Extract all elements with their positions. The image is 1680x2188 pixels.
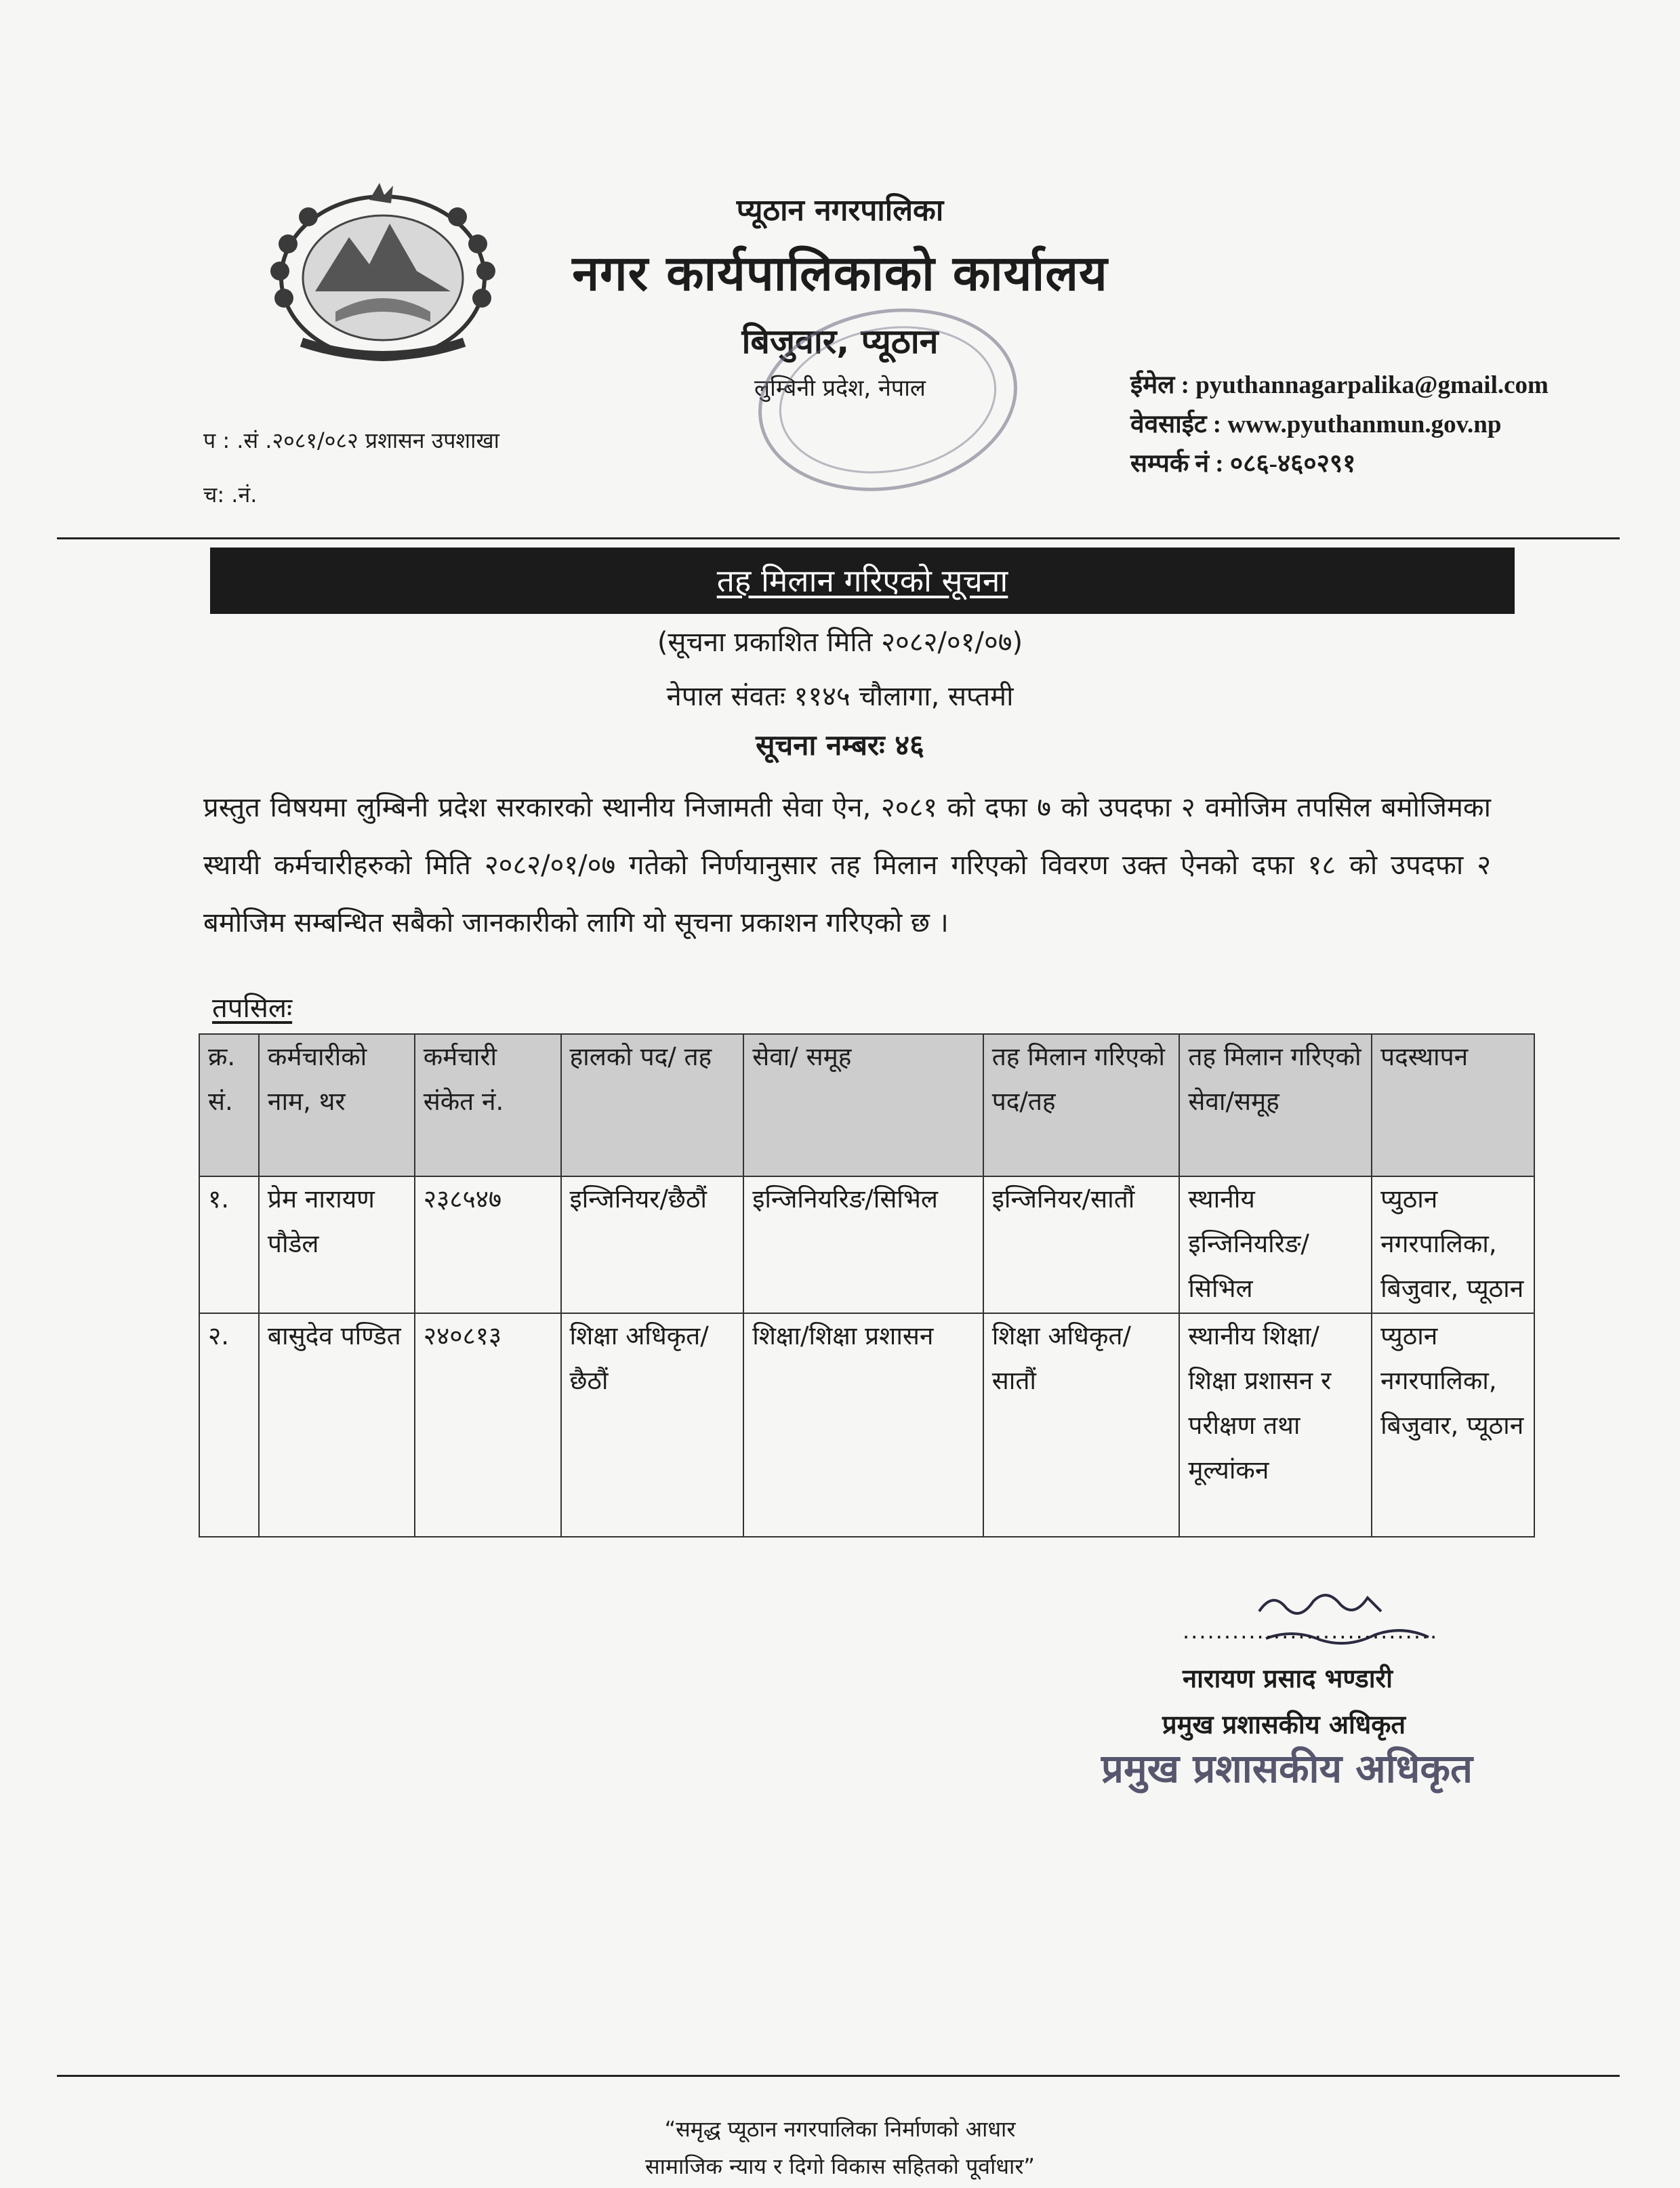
table-header-row — [199, 1034, 1534, 1176]
cell-employee-name: प्रेम नारायण पौडेल — [259, 1176, 415, 1313]
office-location: बिजुवार, प्यूठान — [741, 322, 939, 361]
cell-adjusted-service: स्थानीय शिक्षा/शिक्षा प्रशासन र परीक्षण तथा मूल्यांकन — [1179, 1313, 1372, 1537]
col-adjusted-service: तह मिलान गरिएको सेवा/समूह — [1179, 1034, 1372, 1176]
cell-employee-name: बासुदेव पण्डित — [259, 1313, 415, 1537]
signatory-designation: प्रमुख प्रशासकीय अधिकृत — [1162, 1710, 1406, 1739]
office-stamp-icon — [745, 298, 1030, 501]
cell-posting: प्युठान नगरपालिका, बिजुवार, प्यूठान — [1372, 1176, 1534, 1313]
signature-line: ............................... — [1183, 1618, 1439, 1644]
footer-slogan-line1: “समृद्ध प्यूठान नगरपालिका निर्माणको आधार — [664, 2116, 1016, 2142]
cell-employee-code: २३८५४७ — [415, 1176, 561, 1313]
notice-title-bar — [210, 548, 1515, 614]
letter-reference-number: प : .सं .२०८१/०८२ प्रशासन उपशाखा — [203, 428, 499, 453]
col-posting: पदस्थापन — [1372, 1034, 1534, 1176]
contact-email: ईमेल : pyuthannagarpalika@gmail.com — [1130, 371, 1549, 399]
col-employee-code: कर्मचारी संकेत नं. — [415, 1034, 561, 1176]
cell-serial: १. — [199, 1176, 259, 1313]
notice-body: प्रस्तुत विषयमा लुम्बिनी प्रदेश सरकारको स्थानीय निजामती सेवा ऐन, २०८१ को दफा ७ को उपदफा २ वमोजिम तपसिल बमोजिमका स्थायी कर्मचारीहरुको मिति २०८२/०१/०७ गतेको निर्णयानुसार तह मिलान गरिएको विवरण उक्त ऐनको दफा १८ को उपदफा २ बमोजिम सम्बन्धित सबैको जानकारीको लागि यो सूचना प्रकाशन गरिएको छ । — [203, 792, 1491, 938]
designation-stamp: प्रमुख प्रशासकीय अधिकृत — [1101, 1746, 1473, 1792]
cell-serial: २. — [199, 1313, 259, 1537]
col-current-post: हालको पद/ तह — [561, 1034, 744, 1176]
staff-adjustment-table — [199, 1033, 1535, 1537]
cell-adjusted-post: इन्जिनियर/सातौं — [983, 1176, 1180, 1313]
cell-current-post: इन्जिनियर/छैठौं — [561, 1176, 744, 1313]
table-row — [199, 1176, 1534, 1313]
cell-current-post: शिक्षा अधिकृत/छैठौं — [561, 1313, 744, 1537]
notice-title: तह मिलान गरिएको सूचना — [716, 562, 1008, 599]
signatory-name: नारायण प्रसाद भण्डारी — [1183, 1664, 1393, 1693]
contact-website: वेवसाईट : www.pyuthanmun.gov.np — [1130, 411, 1502, 438]
notice-number: सूचना नम्बरः ४६ — [756, 728, 924, 762]
col-employee-name: कर्मचारीको नाम, थर — [259, 1034, 415, 1176]
dispatch-number: च: .नं. — [203, 482, 258, 508]
header-divider — [57, 537, 1620, 539]
footer-slogan-line2: सामाजिक न्याय र दिगो विकास सहितको पूर्वाधार” — [645, 2153, 1035, 2179]
publication-date: (सूचना प्रकाशित मिति २०८२/०१/०७) — [657, 627, 1023, 658]
cell-employee-code: २४०८१३ — [415, 1313, 561, 1537]
footer-divider — [57, 2075, 1620, 2077]
col-serial: क्र. सं. — [199, 1034, 259, 1176]
contact-phone: सम्पर्क नं : ०८६-४६०२९१ — [1130, 450, 1356, 478]
col-service-group: सेवा/ समूह — [743, 1034, 983, 1176]
nepal-sambat-date: नेपाल संवतः ११४५ चौलागा, सप्तमी — [666, 681, 1014, 712]
province-line: लुम्बिनी प्रदेश, नेपाल — [754, 375, 926, 402]
col-adjusted-post: तह मिलान गरिएको पद/तह — [983, 1034, 1180, 1176]
table-row — [199, 1313, 1534, 1537]
cell-service-group: शिक्षा/शिक्षा प्रशासन — [743, 1313, 983, 1537]
municipality-name: प्यूठान नगरपालिका — [736, 193, 944, 228]
cell-adjusted-post: शिक्षा अधिकृत/सातौं — [983, 1313, 1180, 1537]
cell-service-group: इन्जिनियरिङ/सिभिल — [743, 1176, 983, 1313]
office-title: नगर कार्यपालिकाको कार्यालय — [572, 245, 1108, 302]
cell-adjusted-service: स्थानीय इन्जिनियरिङ/ सिभिल — [1179, 1176, 1372, 1313]
details-label: तपसिलः — [212, 993, 293, 1024]
cell-posting: प्युठान नगरपालिका, बिजुवार, प्यूठान — [1372, 1313, 1534, 1537]
